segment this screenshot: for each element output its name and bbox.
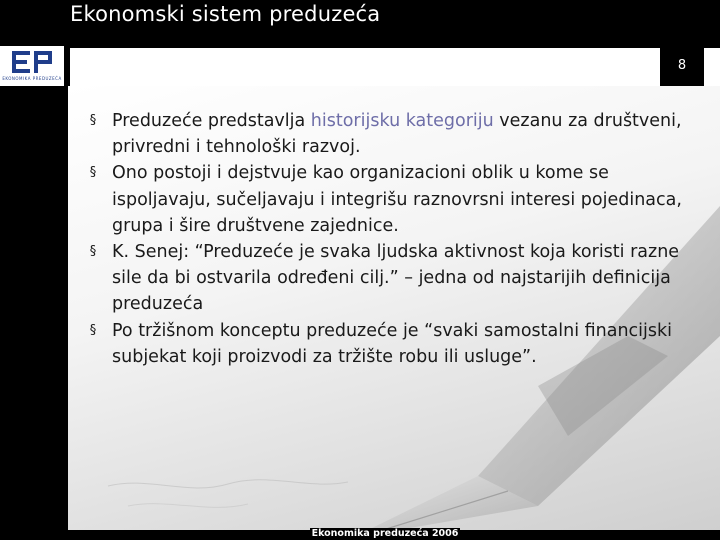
page-number: 8 xyxy=(677,58,687,73)
bullet-text-start: Preduzeće predstavlja xyxy=(112,111,311,131)
footer-text: Ekonomika preduzeća 2006 xyxy=(311,528,459,539)
bullet-marker-icon: § xyxy=(89,322,97,338)
logo xyxy=(0,46,64,86)
header-band xyxy=(70,48,720,86)
bullet-item-4 xyxy=(86,318,686,370)
bullet-marker-icon: § xyxy=(89,244,97,260)
slide-title: Ekonomski sistem preduzeća xyxy=(70,2,381,26)
bullet-item-1 xyxy=(86,108,686,160)
logo-subtext: EKONOMIKA PREDUZEĆA xyxy=(2,76,62,81)
slide-content xyxy=(68,86,720,530)
bullet-list xyxy=(86,108,686,370)
highlighted-term: historijsku kategoriju xyxy=(310,111,494,131)
bullet-item-3 xyxy=(86,239,686,318)
bullet-text: Ono postoji i dejstvuje kao organizacioni oblik u kome se ispoljavaju, sučeljavaju i integrišu raznovrsni interesi pojedinaca, grupa i šire društvene zajednice. xyxy=(112,163,682,236)
bullet-marker-icon: § xyxy=(89,113,97,128)
bullet-marker-icon: § xyxy=(89,165,97,181)
bullet-text: Po tržišnom konceptu preduzeće je “svaki samostalni financijski subjekat koji proizvodi za tržište robu ili usluge”. xyxy=(112,320,673,367)
bullet-text-end: vezanu za društveni, privredni i tehnološki razvoj. xyxy=(112,111,682,158)
ep-logo-icon xyxy=(10,49,54,75)
bullet-item-2 xyxy=(86,160,686,239)
bullet-text: K. Senej: “Preduzeće je svaka ljudska aktivnost koja koristi razne sile da bi ostvarila određeni cilj.” – jedna od najstarijih definicija preduzeća xyxy=(112,242,680,315)
page-number-box xyxy=(660,48,704,86)
footer xyxy=(310,528,460,540)
title-bar xyxy=(0,0,720,46)
